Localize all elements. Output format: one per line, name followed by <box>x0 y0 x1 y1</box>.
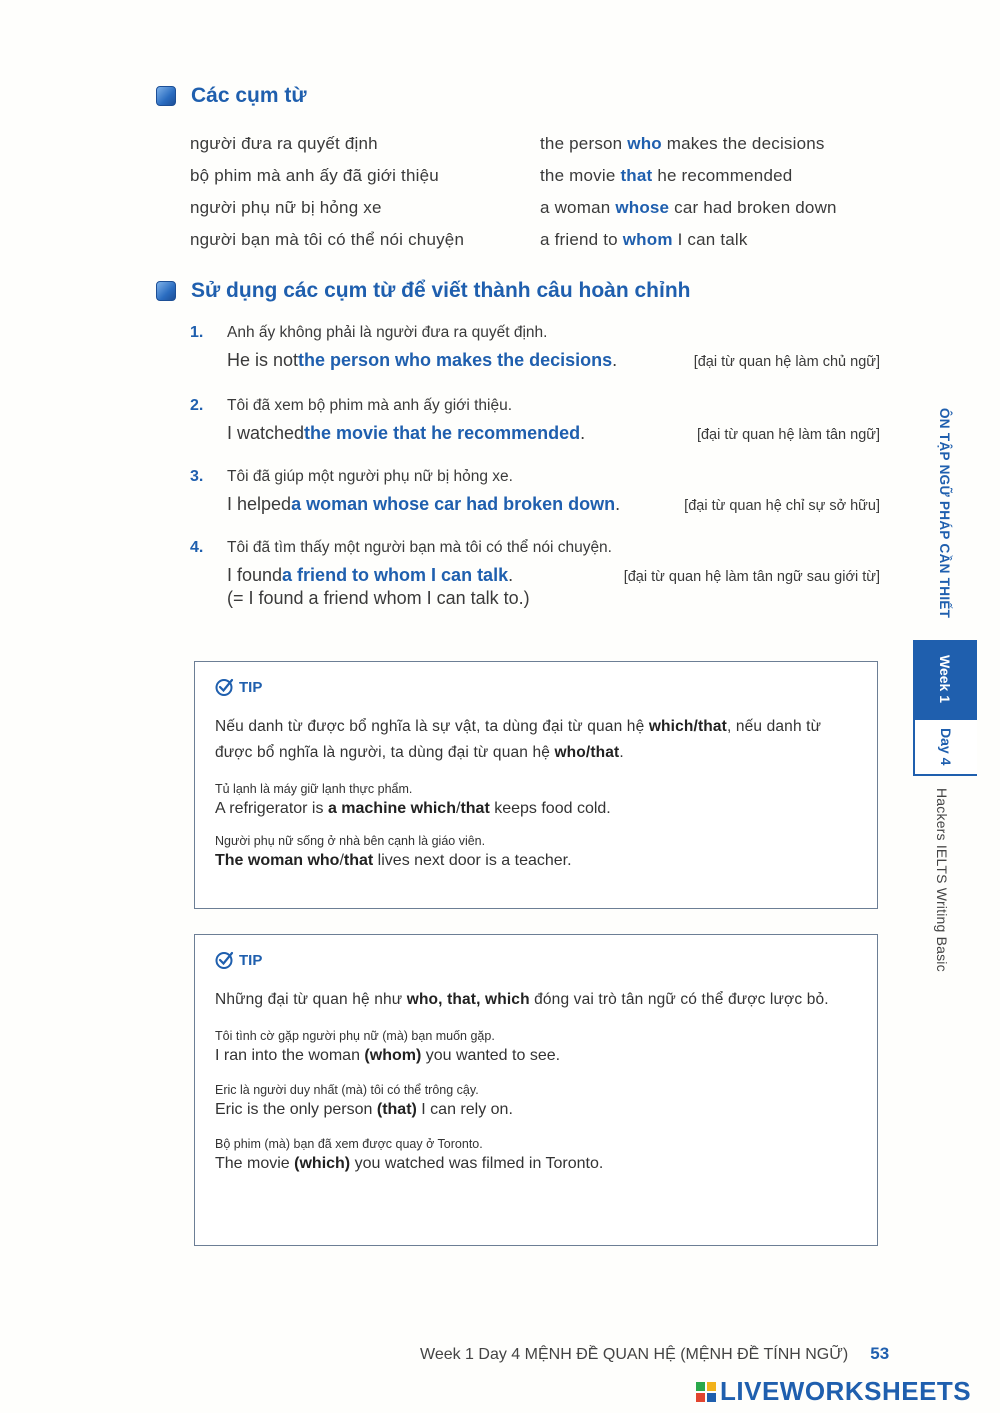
exercise-prompt-vi: Anh ấy không phải là người đưa ra quyết định. <box>227 324 548 341</box>
phrase-row <box>190 160 890 192</box>
tip-example-vi: Người phụ nữ sống ở nhà bên cạnh là giáo viên. <box>215 834 486 848</box>
exercise-prompt-vi: Tôi đã xem bộ phim mà anh ấy giới thiệu. <box>227 397 513 414</box>
tip-box <box>194 661 878 909</box>
week-tab <box>913 640 977 718</box>
tip-example-vi: Eric là người duy nhất (mà) tôi có thể trông cậy. <box>215 1083 479 1097</box>
tip-header <box>215 678 857 696</box>
tip-example-vi: Tủ lạnh là máy giữ lạnh thực phẩm. <box>215 782 413 796</box>
tip-example-vi: Tôi tình cờ gặp người phụ nữ (mà) bạn muốn gặp. <box>215 1029 495 1043</box>
phrase-en: a friend to whom I can talk <box>540 230 748 249</box>
phrase-list <box>190 128 890 256</box>
exercise-answer: He is not the person who makes the decisions . [đại từ quan hệ làm chủ ngữ] <box>227 350 880 370</box>
phrase-row <box>190 224 890 256</box>
check-circle-icon <box>215 678 235 696</box>
sidebar-section-label: ÔN TẬP NGỮ PHÁP CẦN THIẾT <box>937 408 952 619</box>
phrase-row <box>190 192 890 224</box>
grammar-note: [đại từ quan hệ chỉ sự sở hữu] <box>684 498 880 514</box>
exercise-prompt-vi: Tôi đã tìm thấy một người bạn mà tôi có thể nói chuyện. <box>227 539 612 556</box>
exercise-number: 3. <box>190 468 204 485</box>
exercise-prompt-vi: Tôi đã giúp một người phụ nữ bị hỏng xe. <box>227 468 513 485</box>
footer-text: Week 1 Day 4 MỆNH ĐỀ QUAN HỆ (MỆNH ĐỀ TÍNH NGỮ) <box>420 1346 849 1363</box>
grammar-note: [đại từ quan hệ làm chủ ngữ] <box>693 354 880 370</box>
tip-rule: Những đại từ quan hệ như who, that, which đóng vai trò tân ngữ có thể được lược bỏ. <box>215 991 829 1008</box>
tip-box <box>194 934 878 1246</box>
tip-label: TIP <box>239 678 263 696</box>
exercise-answer: I helped a woman whose car had broken down . [đại từ quan hệ chỉ sự sở hữu] <box>227 494 880 514</box>
tip-example-en: Eric is the only person (that) I can rely on. <box>215 1101 513 1118</box>
phrase-vi: bộ phim mà anh ấy đã giới thiệu <box>190 166 439 185</box>
section-heading-sentences <box>156 279 690 303</box>
page-number: 53 <box>870 1344 890 1363</box>
tip-example-vi: Bộ phim (mà) bạn đã xem được quay ở Toronto. <box>215 1137 483 1151</box>
book-title: Hackers IELTS Writing Basic <box>934 788 950 972</box>
liveworksheets-logo-icon <box>696 1382 716 1402</box>
exercise-item <box>190 324 880 371</box>
section-heading-phrases <box>156 84 307 108</box>
tip-label: TIP <box>239 951 263 969</box>
phrase-en: the movie that he recommended <box>540 166 793 185</box>
grammar-note: [đại từ quan hệ làm tân ngữ] <box>696 427 880 443</box>
exercise-answer: I watched the movie that he recommended . [đại từ quan hệ làm tân ngữ] <box>227 423 880 443</box>
phrase-vi: người đưa ra quyết định <box>190 134 378 153</box>
exercise-answer: I found a friend to whom I can talk . [đại từ quan hệ làm tân ngữ sau giới từ] <box>227 565 880 585</box>
tip-rule: Nếu danh từ được bổ nghĩa là sự vật, ta dùng đại từ quan hệ which/that, nếu danh từ được bổ nghĩa là người, ta dùng đại từ quan hệ who/that. <box>215 718 822 761</box>
phrase-en: a woman whose car had broken down <box>540 198 837 217</box>
watermark-text: LIVEWORKSHEETS <box>720 1376 972 1406</box>
page-footer <box>420 1344 889 1364</box>
check-circle-icon <box>215 951 235 969</box>
exercise-item <box>190 539 880 609</box>
tip-example-en: The woman who/that lives next door is a teacher. <box>215 852 572 869</box>
phrase-en: the person who makes the decisions <box>540 134 825 153</box>
section-title: Các cụm từ <box>191 84 307 107</box>
phrase-vi: người phụ nữ bị hỏng xe <box>190 198 382 217</box>
exercise-number: 4. <box>190 539 204 556</box>
exercise-item <box>190 397 880 444</box>
exercise-item <box>190 468 880 515</box>
tip-example-en: I ran into the woman (whom) you wanted to see. <box>215 1047 561 1064</box>
day-tab-label: Day 4 <box>938 728 954 766</box>
tip-example-en: The movie (which) you watched was filmed in Toronto. <box>215 1155 604 1172</box>
exercise-number: 1. <box>190 324 204 341</box>
phrase-row <box>190 128 890 160</box>
alternative-sentence: (= I found a friend whom I can talk to.) <box>227 588 530 608</box>
grammar-note: [đại từ quan hệ làm tân ngữ sau giới từ] <box>623 569 880 585</box>
liveworksheets-watermark <box>696 1376 971 1407</box>
week-tab-label: Week 1 <box>937 655 953 703</box>
exercise-number: 2. <box>190 397 204 414</box>
phrase-vi: người bạn mà tôi có thể nói chuyện <box>190 230 465 249</box>
section-title: Sử dụng các cụm từ để viết thành câu hoàn chỉnh <box>191 279 691 302</box>
square-bullet-icon <box>156 86 176 106</box>
tip-header <box>215 951 857 969</box>
tip-example-en: A refrigerator is a machine which/that keeps food cold. <box>215 800 611 817</box>
square-bullet-icon <box>156 281 176 301</box>
day-tab <box>913 718 977 776</box>
